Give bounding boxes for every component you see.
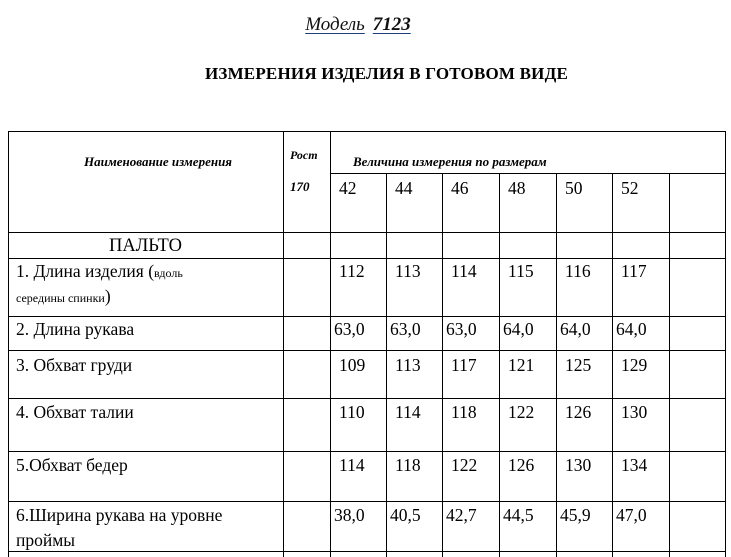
table-cell: 116: [565, 261, 591, 281]
table-cell: 45,9: [560, 505, 591, 525]
sizes-header: Величина измерения по размерам: [353, 154, 547, 169]
table-cell: 114: [451, 261, 477, 281]
table-cell: 117: [621, 261, 647, 281]
table-cell: 117: [451, 355, 477, 375]
table-cell: 130: [621, 402, 648, 422]
table-cell: 122: [451, 455, 478, 475]
size-header-42: 42: [339, 178, 357, 198]
table-row-name: 1. Длина изделия (вдоль: [16, 261, 183, 281]
table-cell: 126: [508, 455, 535, 475]
table-cell: 134: [621, 455, 648, 475]
table-cell: 126: [565, 402, 592, 422]
table-cell: 118: [451, 402, 477, 422]
table-cell: 113: [395, 355, 421, 375]
table-cell: 40,5: [390, 505, 421, 525]
measurement-name-header: Наименование измерения: [84, 154, 232, 169]
table-cell: 121: [508, 355, 535, 375]
model-word: Модель: [305, 14, 365, 35]
table-row-name-line2: проймы: [16, 530, 76, 550]
table-cell: 63,0: [334, 319, 365, 339]
table-cell: 130: [565, 455, 592, 475]
table-row-name: 4. Обхват талии: [16, 402, 134, 422]
size-header-52: 52: [621, 178, 639, 198]
size-header-48: 48: [508, 178, 526, 198]
table-cell: 118: [395, 455, 421, 475]
table-cell: 64,0: [560, 319, 591, 339]
table-row-name: 6.Ширина рукава на уровне: [16, 505, 223, 525]
size-header-44: 44: [395, 178, 413, 198]
table-cell: 63,0: [390, 319, 421, 339]
table-cell: 63,0: [446, 319, 477, 339]
table-row-name-line2: середины спинки): [16, 286, 111, 306]
model-number: 7123: [372, 14, 411, 35]
table-cell: 109: [339, 355, 366, 375]
table-cell: 125: [565, 355, 592, 375]
height-value: 170: [290, 179, 310, 194]
table-cell: 129: [621, 355, 648, 375]
size-header-50: 50: [565, 178, 583, 198]
table-cell: 44,5: [503, 505, 534, 525]
table-cell: 47,0: [616, 505, 647, 525]
table-cell: 114: [395, 402, 421, 422]
table-cell: 112: [339, 261, 365, 281]
table-cell: 113: [395, 261, 421, 281]
table-row-name: 2. Длина рукава: [16, 319, 135, 339]
table-cell: 110: [339, 402, 365, 422]
table-cell: 64,0: [616, 319, 647, 339]
table-cell: 38,0: [334, 505, 365, 525]
table-cell: 122: [508, 402, 535, 422]
table-row-name: 3. Обхват груди: [16, 355, 133, 375]
height-label: Рост: [290, 148, 318, 162]
table-cell: 64,0: [503, 319, 534, 339]
page-title: ИЗМЕРЕНИЯ ИЗДЕЛИЯ В ГОТОВОМ ВИДЕ: [204, 64, 569, 83]
size-header-46: 46: [451, 178, 469, 198]
section-title: ПАЛЬТО: [109, 236, 182, 256]
table-cell: 114: [339, 455, 365, 475]
table-cell: 115: [508, 261, 534, 281]
table-cell: 42,7: [446, 505, 477, 525]
table-row-name: 5.Обхват бедер: [16, 455, 128, 475]
